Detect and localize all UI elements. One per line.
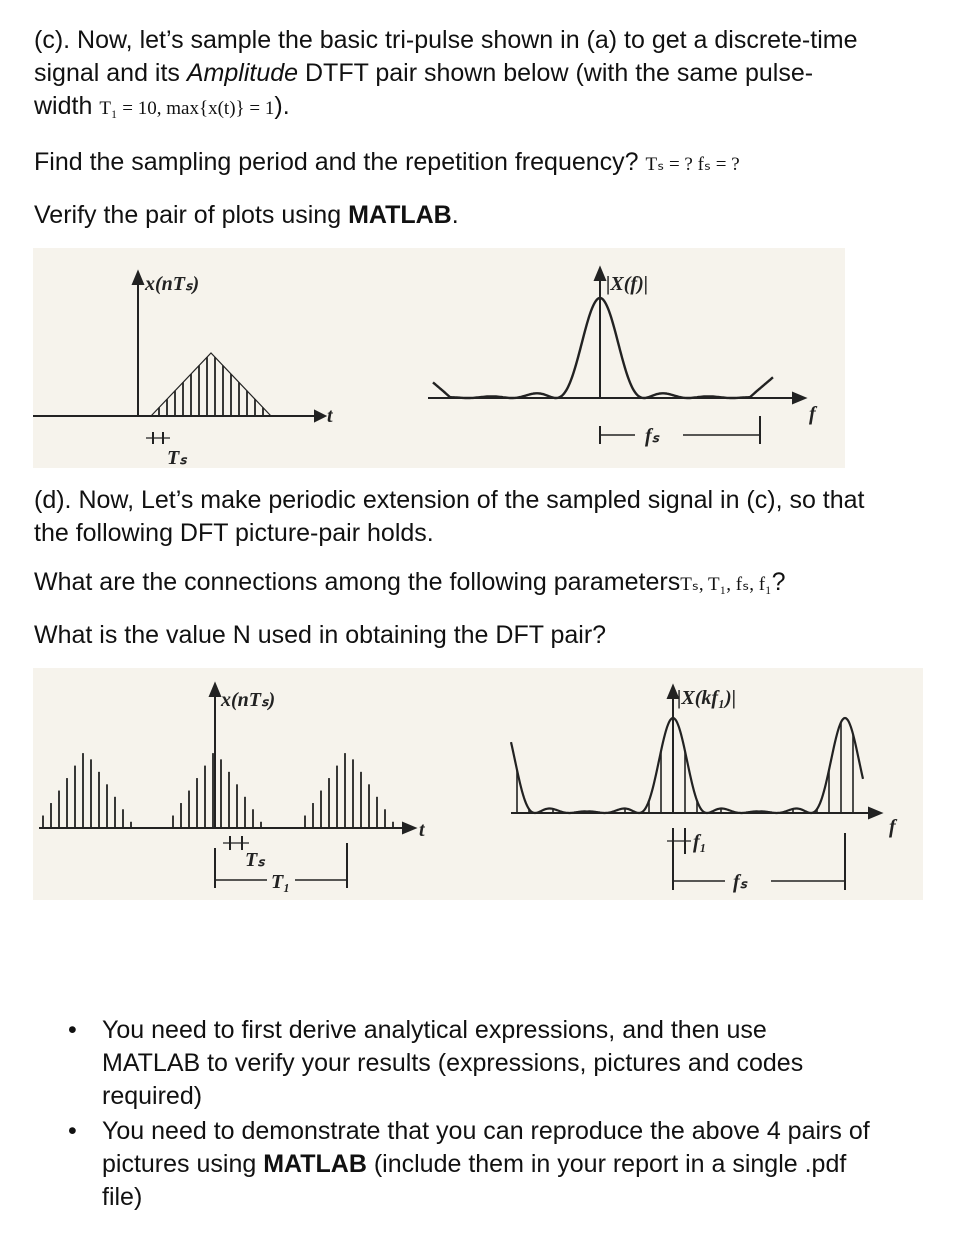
right-d-f1-label: f₁ [693,831,707,853]
left-d-x-label: t [419,819,425,841]
right-d-axis-arrow [869,808,881,818]
question1-math: Tₛ, T₁, fₛ, f₁ [680,574,772,595]
left-axis-arrow [315,411,325,421]
section-c-line3-post: ). [274,92,290,120]
section-c-question [34,146,740,181]
left-y-label: x(nTₛ) [145,273,200,295]
left-d-samples [43,753,393,828]
left-d-amplitude-arrow [210,684,220,696]
b2-line2-pre: pictures using [102,1150,264,1178]
section-c-line3 [34,90,290,125]
bullet-dot: • [68,1016,77,1044]
left-d-axis-arrow [403,823,415,833]
right-axis-arrow [793,393,805,403]
section-d-line2: the following DFT picture-pair holds. [34,519,434,547]
section-c-line2-pre: signal and its [34,59,187,87]
right-d-fs-label: fₛ [733,871,748,893]
figure-c-svg [33,248,845,468]
right-amplitude-arrow [595,268,605,280]
question-math: Tₛ = ? fₛ = ? [645,154,740,175]
section-d-question2: What is the value N used in obtaining the DFT pair? [34,621,607,649]
verify-pre: Verify the pair of plots using [34,201,349,229]
b1-line2: MATLAB to verify your results (expressions, pictures and codes [102,1049,804,1077]
section-c-verify [34,199,459,232]
question-text: Find the sampling period and the repetition frequency? [34,148,639,176]
b2-matlab-bold: MATLAB [263,1150,367,1178]
left-amplitude-arrow [133,272,143,284]
left-envelope [151,353,271,416]
bullet-dot: • [68,1117,77,1145]
b1-line3: required) [102,1082,203,1110]
left-ts-label: Tₛ [167,447,187,468]
pulse-width-math: T₁ = 10, max{x(t)} = 1 [99,98,275,119]
left-d-t1-label: T₁ [271,871,291,893]
matlab-bold: MATLAB [348,201,452,229]
right-d-dft-samples [517,718,853,813]
verify-post: . [451,201,459,229]
right-spectrum [433,298,773,398]
section-d-question1 [34,566,786,601]
b1-line1: You need to first derive analytical expressions, and then use [102,1016,767,1044]
right-d-y-label: |X(kf₁)| [677,687,737,709]
right-d-x-label: f [889,816,896,838]
figure-d-svg [33,668,923,900]
right-y-label: |X(f)| [606,273,649,295]
left-samples [159,357,263,416]
b2-line3: file) [102,1183,143,1211]
question1-text: What are the connections among the following parameters [34,568,681,596]
requirement-item-2 [60,1115,940,1214]
figure-c [33,248,845,468]
b2-line1: You need to demonstrate that you can reproduce the above 4 pairs of [102,1117,870,1145]
amplitude-italic: Amplitude [186,59,299,87]
question1-end: ? [771,568,786,596]
figure-d [33,668,923,900]
right-x-label: f [809,403,816,425]
right-d-spectrum [511,718,863,813]
b2-line2 [102,1148,940,1181]
section-c-line2 [34,57,813,90]
left-x-label: t [327,405,333,427]
requirement-item-1 [60,1014,940,1113]
left-d-ts-label: Tₛ [245,849,265,871]
left-d-y-label: x(nTₛ) [221,689,276,711]
section-c-line3-pre: width [34,92,93,120]
right-fs-label: fₛ [645,425,660,447]
section-c-line2-post: DTFT pair shown below (with the same pulse- [298,59,814,87]
b2-line2-post: (include them in your report in a single .pdf [366,1150,847,1178]
section-c-line1: (c). Now, let’s sample the basic tri-pulse shown in (a) to get a discrete-time [34,26,858,54]
section-d-line1: (d). Now, Let’s make periodic extension of the sampled signal in (c), so that [34,486,865,514]
requirements-list [60,1014,940,1216]
